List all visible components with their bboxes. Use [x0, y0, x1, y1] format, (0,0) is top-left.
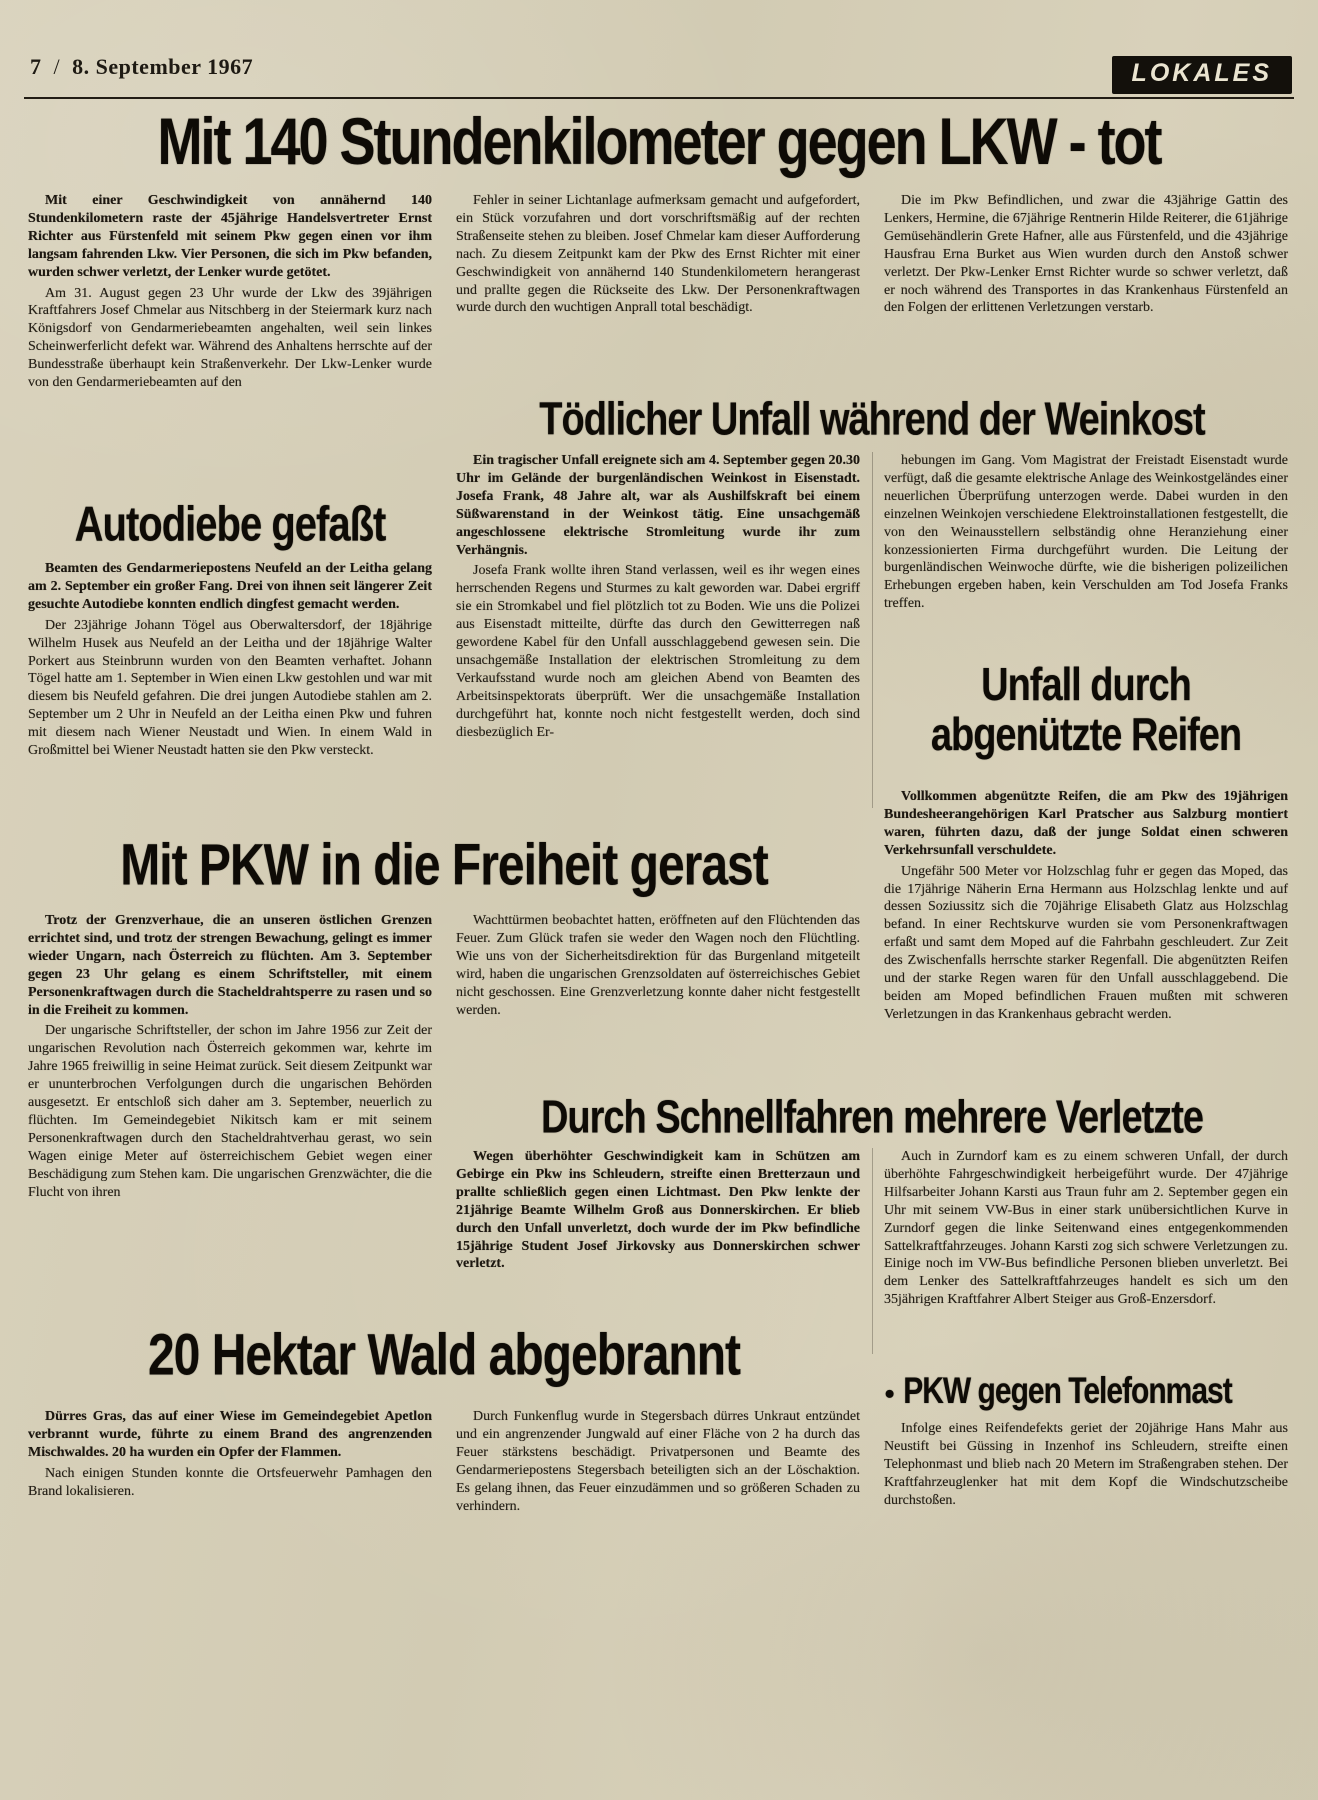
- issue-date: 8. September 1967: [72, 54, 254, 79]
- headline-text: Mit 140 Stundenkilometer gegen LKW - tot: [157, 105, 1161, 179]
- paragraph: Der 23jährige Johann Tögel aus Oberwaltersdorf, der 18jährige Wilhelm Husek aus Neufeld an der Leitha und der 18jährige Walter Porkert aus Steinbrunn wurden von den Beamten verhaftet. Johann Tögel hatte am 1. September in Wien einen Lkw gestohlen und war mit diesem bis Neufeld gefahren. Die drei jungen Autodiebe stahlen am 2. September um 2 Uhr in Neufeld an der Leitha einen Pkw und fuhren mit diesem nach Wiener Neustadt und Wien. In einem Wald in Großmittel bei Wiener Neustadt hatten sie den Pkw versteckt.: [28, 617, 432, 759]
- headline-autodiebe: [28, 498, 432, 554]
- paragraph: Vollkommen abgenützte Reifen, die am Pkw des 19jährigen Bundesheerangehörigen Karl Pratscher aus Salzburg montiert waren, führten dazu, daß der junge Soldat einen schweren Verkehrsunfall verschuldete.: [884, 789, 1288, 858]
- headline-telefonmast: [884, 1372, 1288, 1414]
- paragraph: Wegen überhöhter Geschwindigkeit kam in Schützen am Gebirge ein Pkw ins Schleudern, streifte einen Bretterzaun und prallte schließlich gegen einen Lichtmast. Den Pkw lenkte der 21jährige Beamte Wilhelm Groß aus Donnerskirchen. Er blieb durch den Unfall unverletzt, doch wurde der im Pkw befindliche 15jährige Student Josef Jirkovsky aus Donnerskirchen schwer verletzt.: [456, 1149, 860, 1272]
- headline-text: Tödlicher Unfall während der Weinkost: [539, 394, 1205, 446]
- headline-wald: [28, 1322, 860, 1394]
- masthead: [30, 54, 253, 80]
- paragraph: Fehler in seiner Lichtanlage aufmerksam gemacht und aufgefordert, ein Stück vorzufahren und dort vorschriftsmäßig auf der rechten Straßenseite stehen zu bleiben. Josef Chmelar kam dieser Aufforderung nach. Zu diesem Zeitpunkt kam der Pkw des Ernst Richter mit einer Geschwindigkeit von annähernd 140 Stundenkilometern herangerast und prallte gegen die Rückseite des Lkw. Der Personenkraftwagen wurde durch den wuchtigen Anprall total beschädigt.: [456, 193, 860, 316]
- headline-weinkost: [456, 394, 1288, 448]
- article-telefonmast: [884, 1420, 1288, 1513]
- headline-text: Autodiebe gefaßt: [74, 497, 386, 552]
- section-badge: LOKALES: [1112, 56, 1292, 94]
- column-rule: [872, 452, 873, 808]
- paragraph: Ein tragischer Unfall ereignete sich am 4. September gegen 20.30 Uhr im Gelände der burgenländischen Weinkost in Eisenstadt. Josefa Frank, 48 Jahre alt, war als Aushilfskraft bei einem Süßwarenstand in der Weinkost tätig. Eine unsachgemäß angeschlossene elektrische Stromleitung wurde ihr zum Verhängnis.: [456, 453, 860, 558]
- paragraph: Der ungarische Schriftsteller, der schon im Jahre 1956 zur Zeit der ungarischen Revolution nach Österreich gekommen war, kehrte im Jahre 1965 freiwillig in seine Heimat zurück. Seit diesem Zeitpunkt war er ununterbrochen Verfolgungen durch die ungarischen Behörden ausgesetzt. Er entschloß sich daher am 3. September, neuerlich zu flüchten. Im Gemeindegebiet Nikitsch kam er mit seinem Personenkraftwagen durch den Stacheldrahtverhau gerast, wo sein Wagen einige Meter auf österreichischem Gebiet wegen einer Beschädigung zum Stehen kam. Die ungarischen Grenzwächter, die die Flucht von ihren: [28, 1023, 432, 1200]
- paragraph: Beamten des Gendarmeriepostens Neufeld an der Leitha gelang am 2. September ein großer Fang. Drei von ihnen seit längerer Zeit gesuchte Autodiebe konnten endlich dingfest gemacht werden.: [28, 561, 432, 612]
- bullet-icon: ●: [884, 1382, 896, 1403]
- article-reifen: [884, 788, 1288, 1027]
- paragraph: Mit einer Geschwindigkeit von annähernd 140 Stundenkilometern raste der 45jährige Handelsvertreter Ernst Richter aus Fürstenfeld mit seinem Pkw gegen einen vor ihm langsam fahrenden Lkw. Vier Personen, die sich im Pkw befanden, wurden schwer verletzt, der Lenker wurde getötet.: [28, 193, 432, 280]
- article-weinkost-col1: [456, 452, 860, 745]
- article-wald-col1: [28, 1408, 432, 1504]
- article-wald-col2: [456, 1408, 860, 1518]
- paragraph: Wachttürmen beobachtet hatten, eröffneten auf den Flüchtenden das Feuer. Zum Glück trafen sie weder den Wagen noch den Flüchtling. Wie uns von der Sicherheitsdirektion für das Burgenland mitgeteilt wird, haben die ungarischen Grenzsoldaten auf österreichisches Gebiet nicht geschossen. Eine Grenzverletzung konnte daher nicht festgestellt werden.: [456, 913, 860, 1018]
- headline-freiheit: [28, 832, 860, 904]
- headline-text: Unfall durch abgenützte Reifen: [930, 659, 1242, 762]
- article-schnellfahren-col1: [456, 1148, 860, 1276]
- paragraph: Auch in Zurndorf kam es zu einem schweren Unfall, der durch überhöhte Fahrgeschwindigkeit herbeigeführt wurde. Der 47jährige Hilfsarbeiter Johann Karsti aus Traun fuhr am 2. September gegen ein Uhr mit seinem VW-Bus in einer stark unübersichtlichen Kurve in Zurndorf gegen die linke Seitenwand eines entgegenkommenden Sattelkraftfahrzeuges. Johann Karsti zog sich schwere Verletzungen zu. Einige noch im VW-Bus befindliche Personen blieben unverletzt. Bei dem Lenker des Sattelkraftfahrzeuges handelt es sich um den 35jährigen Kraftfahrer Albert Steiger aus Groß-Enzersdorf.: [884, 1149, 1288, 1308]
- article-lead-col2: [456, 192, 860, 320]
- paragraph: hebungen im Gang. Vom Magistrat der Freistadt Eisenstadt wurde verfügt, daß die gesamte elektrische Anlage des Weinkostgeländes einer neuerlichen Überprüfung unterzogen werde. Dabei wurden in den einzelnen Weinkojen verschiedene Elektroinstallationen festgestellt, die von den Weinausstellern selbständig ohne Heranziehung einer konzessionierten Firma durchgeführt wurden. Die Leitung der burgenländischen Weinwoche dürfte, wie die bisherigen polizeilichen Erhebungen ergeben haben, kein Verschulden am Tod Josefa Franks treffen.: [884, 453, 1288, 612]
- headline-text: PKW gegen Telefonmast: [903, 1371, 1232, 1412]
- paragraph: Josefa Frank wollte ihren Stand verlassen, weil es ihr wegen eines herrschenden Regens und Sturmes zu kalt geworden war. Dabei ergriff sie ein Stromkabel und fiel plötzlich tot zu Boden. Wie uns die Polizei aus Eisenstadt mitteilte, dürfte das durch den Gewitterregen naß gewordene Kabel für den Unfall ausschlaggebend gewesen sein. Die unsachgemäße Installation der elektrischen Stromleitung zu dem Verkaufsstand wurde noch am gleichen Abend von Beamten des Arbeitsinspektorats überprüft. Wer die unsachgemäße Installation durchgeführt hat, konnte noch nicht festgestellt werden, doch sind diesbezüglich Er-: [456, 563, 860, 740]
- article-schnellfahren-col2: [884, 1148, 1288, 1312]
- article-autodiebe: [28, 560, 432, 763]
- paragraph: Am 31. August gegen 23 Uhr wurde der Lkw des 39jährigen Kraftfahrers Josef Chmelar aus Nitschberg in der Steiermark kurz nach Königsdorf von Gendarmeriebeamten angehalten, weil sein linkes Scheinwerferlicht defekt war. Während des Anhaltens herrschte auf der Bundesstraße überhaupt kein Straßenverkehr. Der Lkw-Lenker wurde von den Gendarmeriebeamten auf den: [28, 285, 432, 391]
- article-freiheit-col1: [28, 912, 432, 1205]
- headline-schnellfahren: [456, 1092, 1288, 1146]
- paragraph: Die im Pkw Befindlichen, und zwar die 43jährige Gattin des Lenkers, Hermine, die 67jährige Rentnerin Hilde Reiterer, die 61jährige Gemüsehändlerin Grete Hafner, alle aus Fürstenfeld, und die 43jährige Hausfrau Erna Burket aus Wien wurden durch den Anstoß schwer verletzt. Der Pkw-Lenker Ernst Richter wurde so schwer verletzt, daß er noch während des Transportes in das Krankenhaus Fürstenfeld an den Folgen der erlittenen Verletzungen verstarb.: [884, 193, 1288, 316]
- masthead-separator: /: [53, 54, 61, 79]
- article-lead-col3: [884, 192, 1288, 320]
- paragraph: Dürres Gras, das auf einer Wiese im Gemeindegebiet Apetlon verbrannt wurde, führte zu einem Brand des angrenzenden Mischwaldes. 20 ha wurden ein Opfer der Flammen.: [28, 1409, 432, 1460]
- headline-text: Mit PKW in die Freiheit gerast: [120, 833, 768, 899]
- paragraph: Trotz der Grenzverhaue, die an unseren östlichen Grenzen errichtet sind, und trotz der strengen Bewachung, gelingt es immer wieder Ungarn, nach Österreich zu flüchten. Am 3. September gegen 23 Uhr gelang es einem Schriftsteller, mit einem Personenkraftwagen durch die Stacheldrahtsperre zu rasen und so in die Freiheit zu kommen.: [28, 913, 432, 1018]
- page-number: 7: [30, 54, 42, 79]
- column-rule: [872, 1148, 873, 1354]
- article-lead-col1: [28, 192, 432, 395]
- headline-lead: [24, 102, 1294, 186]
- paragraph: Infolge eines Reifendefekts geriet der 20jährige Hans Mahr aus Neustift bei Güssing in Inzenhof ins Schleudern, streifte einen Telephonmast und blieb nach 20 Metern im Straßengraben stehen. Der Kraftfahrzeuglenker hat mit dem Kopf die Windschutzscheibe durchstoßen.: [884, 1421, 1288, 1508]
- headline-reifen: [884, 659, 1288, 762]
- paragraph: Durch Funkenflug wurde in Stegersbach dürres Unkraut entzündet und ein angrenzender Jungwald auf einer Fläche von 2 ha durch das Feuer stärkstens beschädigt. Privatpersonen und Beamte des Gendarmeriepostens Stegersbach beteiligten sich an der Löschaktion. Es gelang ihnen, das Feuer einzudämmen und so größeren Schaden zu verhindern.: [456, 1409, 860, 1514]
- article-weinkost-col2: [884, 452, 1288, 616]
- headline-text: 20 Hektar Wald abgebrannt: [147, 1323, 741, 1389]
- headline-text: Durch Schnellfahren mehrere Verletzte: [540, 1092, 1204, 1144]
- paragraph: Nach einigen Stunden konnte die Ortsfeuerwehr Pamhagen den Brand lokalisieren.: [28, 1465, 432, 1499]
- paragraph: Ungefähr 500 Meter vor Holzschlag fuhr er gegen das Moped, das die 17jährige Näherin Erna Hermann aus Holzschlag lenkte und auf dessen Soziussitz sich die 70jährige Elisabeth Glatz aus Holzschlag befand. In einer Rechtskurve wurden sie vom Personenkraftwagen erfaßt und samt dem Moped auf die Fahrbahn geschleudert. Zur Zeit des Zwischenfalls herrschte starker Regenfall. Die abgenützten Reifen und der starke Regen waren für den Unfall ausschlaggebend. Die beiden am Moped befindlichen Frauen mußten mit schweren Verletzungen in das Krankenhaus gebracht werden.: [884, 863, 1288, 1022]
- article-freiheit-col2: [456, 912, 860, 1022]
